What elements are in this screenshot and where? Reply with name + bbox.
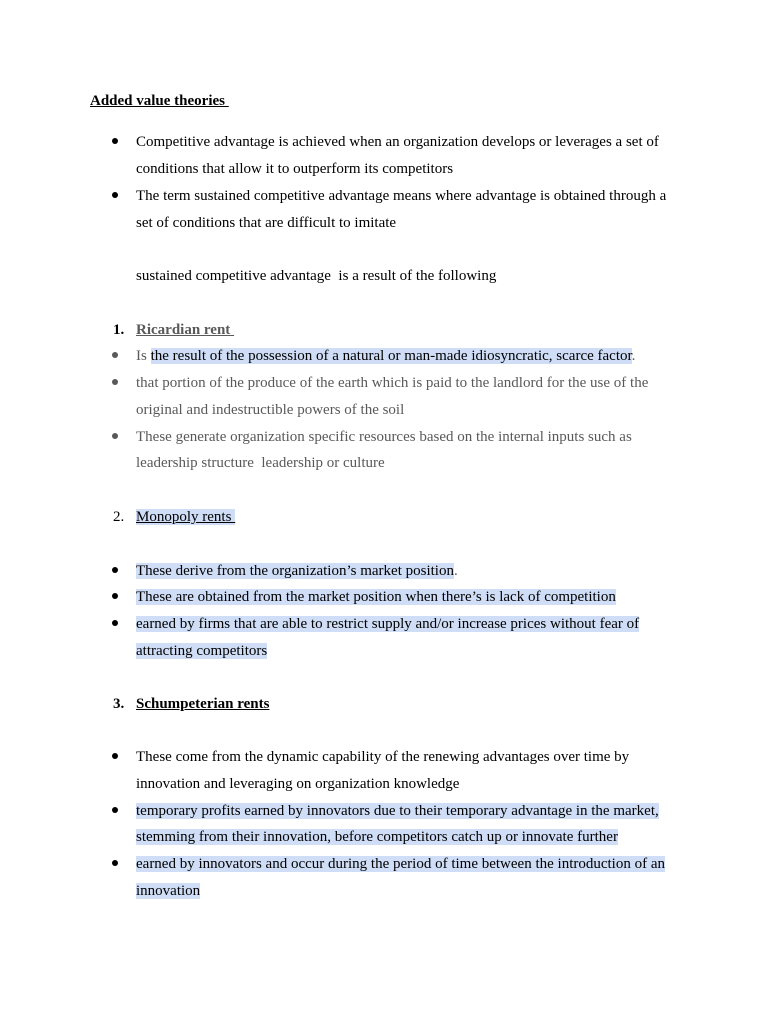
bullet-icon [112,801,120,809]
bullet-icon [112,373,120,381]
intro-bullet-1-line-1: Competitive advantage is achieved when an organization develops or leverages a set of [136,134,659,150]
text-fragment: Is [136,348,151,364]
section-1-bullet-3-line-2: leadership structure leadership or culture [136,455,385,471]
text-fragment: . [453,563,458,579]
section-3-bullet-2-line-1 [136,801,659,821]
highlighted-text: the result of the possession of a natural or man-made idiosyncratic, scarce factor [150,348,632,364]
section-2-bullet-2 [136,587,616,607]
highlighted-text: These are obtained from the market position when there’s is lack of competition [136,589,616,605]
document-title: Added value theories [90,93,229,109]
section-2-heading [136,507,235,527]
section-3-bullet-3-line-2 [136,881,200,901]
section-3-bullet-2-line-2 [136,827,618,847]
section-1-number: 1. [113,322,125,338]
section-2-number: 2. [113,509,125,525]
highlighted-text: stemming from their innovation, before competitors catch up or innovate further [136,829,618,845]
intro-bullet-1-line-2: conditions that allow it to outperform its competitors [136,161,454,177]
bullet-icon [112,132,120,140]
section-1-bullet-2-line-2: original and indestructible powers of the soil [136,402,405,418]
highlighted-text: innovation [136,883,201,899]
section-1-bullet-1 [136,346,635,366]
section-2-bullet-3-line-2 [136,641,267,661]
section-3-bullet-3-line-1 [136,854,665,874]
section-1-heading: Ricardian rent [136,322,235,338]
highlighted-text: These derive from the organization’s market position [136,563,454,579]
intro-sentence: sustained competitive advantage is a result of the following [136,268,497,284]
section-1-bullet-2-line-1: that portion of the produce of the earth which is paid to the landlord for the use of the [136,375,649,391]
section-2-bullet-3-line-1 [136,614,639,634]
bullet-icon [112,614,120,622]
text-fragment: . [631,348,636,364]
bullet-icon [112,561,120,569]
highlighted-text: Monopoly rents [136,509,236,525]
section-3-heading: Schumpeterian rents [136,696,270,712]
intro-bullet-2-line-2: set of conditions that are difficult to imitate [136,215,397,231]
section-3-bullet-1-line-2: innovation and leveraging on organization knowledge [136,776,460,792]
section-1-bullet-3-line-1: These generate organization specific resources based on the internal inputs such as [136,429,632,445]
bullet-icon [112,854,120,862]
highlighted-text: earned by innovators and occur during the period of time between the introduction of an [136,856,665,872]
bullet-icon [112,747,120,755]
highlighted-text: temporary profits earned by innovators due to their temporary advantage in the market, [136,803,659,819]
section-3-number: 3. [113,696,125,712]
bullet-icon [112,346,120,354]
bullet-icon [112,587,120,595]
highlighted-text: attracting competitors [136,643,268,659]
intro-bullet-2-line-1: The term sustained competitive advantage means where advantage is obtained through a [136,188,667,204]
bullet-icon [112,427,120,435]
section-3-bullet-1-line-1: These come from the dynamic capability of the renewing advantages over time by [136,749,630,765]
section-2-bullet-1 [136,561,458,581]
highlighted-text: earned by firms that are able to restrict supply and/or increase prices without fear of [136,616,640,632]
bullet-icon [112,186,120,194]
